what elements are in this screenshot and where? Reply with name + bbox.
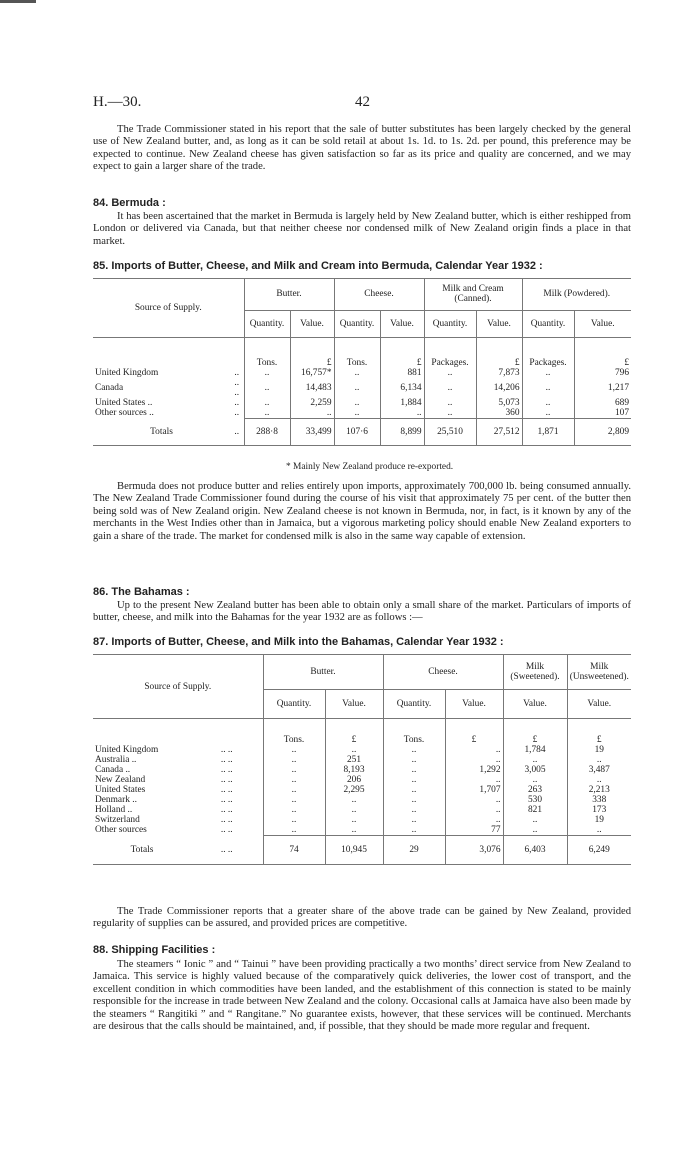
- total-cell: 3,076: [445, 836, 503, 865]
- table-cell: ..: [522, 368, 574, 378]
- unit-label: Tons.: [263, 719, 325, 746]
- total-cell: 8,899: [380, 419, 424, 446]
- row-source: New Zealand: [95, 775, 146, 785]
- table-cell: ..: [503, 825, 567, 836]
- table-cell: ..: [445, 775, 503, 785]
- table-cell: ..: [383, 805, 445, 815]
- column-header: Quantity.: [263, 690, 325, 719]
- table-cell: 2,259: [290, 398, 334, 408]
- table-cell: 1,217: [574, 378, 631, 398]
- section-heading-84: 84. Bermuda :: [93, 197, 166, 209]
- table-cell: ..: [383, 745, 445, 755]
- table-cell: 6,134: [380, 378, 424, 398]
- leader-dots: .. ..: [220, 825, 233, 836]
- table-cell: ..: [424, 378, 476, 398]
- column-group-header: Milk (Powdered).: [522, 279, 631, 311]
- paragraph-bermuda-market: It has been ascertained that the market in Bermuda is largely held by New Zealand butter, which is either reshipped from London or delivered via Canada, but that neither cheese nor condensed milk of New Zealand origin finds a place in that market.: [93, 211, 631, 247]
- section-heading-85: 85. Imports of Butter, Cheese, and Milk and Cream into Bermuda, Calendar Year 1932 :: [93, 260, 543, 272]
- column-header: Value.: [476, 310, 522, 337]
- unit-label: £: [503, 719, 567, 746]
- table-cell: 3,487: [567, 765, 631, 775]
- table-cell: ..: [567, 825, 631, 836]
- table-cell: 360: [476, 408, 522, 419]
- paragraph-bahamas-intro: Up to the present New Zealand butter has been able to obtain only a small share of the market. Particulars of imports of butter, cheese, and milk into the Bahamas for the year 1932 are as follows :—: [93, 600, 631, 624]
- leader-dots: .. ..: [220, 775, 233, 785]
- table-row: [93, 398, 631, 408]
- leader-dots: .. ..: [220, 765, 233, 775]
- total-cell: 2,809: [574, 419, 631, 446]
- table-cell: 796: [574, 368, 631, 378]
- table-cell: 107: [574, 408, 631, 419]
- table-cell: ..: [503, 815, 567, 825]
- unit-label: Packages.: [424, 338, 476, 369]
- column-header: Value.: [290, 310, 334, 337]
- table-cell: ..: [445, 805, 503, 815]
- table-cell: 1,784: [503, 745, 567, 755]
- table-row: [93, 805, 631, 815]
- table-cell: ..: [263, 785, 325, 795]
- column-header: Value.: [445, 690, 503, 719]
- units-row: [93, 719, 631, 746]
- table-cell: 2,213: [567, 785, 631, 795]
- table-cell: ..: [383, 795, 445, 805]
- table-row: [93, 765, 631, 775]
- table-cell: ..: [263, 825, 325, 836]
- table-cell: 77: [445, 825, 503, 836]
- table-cell: ..: [383, 755, 445, 765]
- table-row: [93, 378, 631, 398]
- table-cell: 1,292: [445, 765, 503, 775]
- row-source: Other sources ..: [95, 408, 154, 419]
- column-header: Quantity.: [334, 310, 380, 337]
- table-cell: ..: [263, 815, 325, 825]
- row-source: Denmark ..: [95, 795, 137, 805]
- bermuda-imports-table: [93, 278, 631, 446]
- row-source: Canada ..: [95, 765, 131, 775]
- column-header: Value.: [380, 310, 424, 337]
- totals-row: [93, 419, 631, 446]
- column-group-header: Milk (Unsweetened).: [567, 655, 631, 690]
- table-cell: ..: [424, 368, 476, 378]
- row-source: United States: [95, 785, 146, 795]
- table-cell: ..: [263, 795, 325, 805]
- table-cell: ..: [334, 398, 380, 408]
- total-cell: 25,510: [424, 419, 476, 446]
- leader-dots: ..: [234, 426, 240, 437]
- table-cell: 173: [567, 805, 631, 815]
- total-cell: 74: [263, 836, 325, 865]
- table-row: [93, 795, 631, 805]
- table-cell: 338: [567, 795, 631, 805]
- table-cell: ..: [445, 815, 503, 825]
- table-row: [93, 815, 631, 825]
- table-cell: ..: [380, 408, 424, 419]
- table-cell: ..: [325, 745, 383, 755]
- table-cell: ..: [263, 755, 325, 765]
- total-cell: 10,945: [325, 836, 383, 865]
- table-cell: 1,884: [380, 398, 424, 408]
- table-cell: ..: [244, 398, 290, 408]
- unit-label: £: [380, 338, 424, 369]
- table-row: [93, 785, 631, 795]
- column-header: Quantity.: [424, 310, 476, 337]
- column-group-header: Cheese.: [383, 655, 503, 690]
- bahamas-imports-table: [93, 654, 631, 865]
- section-heading-87: 87. Imports of Butter, Cheese, and Milk into the Bahamas, Calendar Year 1932 :: [93, 636, 504, 648]
- table-cell: 16,757*: [290, 368, 334, 378]
- table-cell: ..: [445, 755, 503, 765]
- source-column-header: Source of Supply.: [93, 655, 263, 719]
- table-cell: 19: [567, 745, 631, 755]
- row-source: Holland ..: [95, 805, 133, 815]
- unit-label: £: [476, 338, 522, 369]
- table-cell: ..: [325, 825, 383, 836]
- table-cell: ..: [424, 398, 476, 408]
- totals-row: [93, 836, 631, 865]
- source-column-header: Source of Supply.: [93, 279, 244, 338]
- table-cell: 3,005: [503, 765, 567, 775]
- leader-dots: .. ..: [234, 378, 240, 398]
- table-cell: ..: [263, 765, 325, 775]
- table-cell: ..: [290, 408, 334, 419]
- table-cell: ..: [445, 795, 503, 805]
- unit-label: Tons.: [334, 338, 380, 369]
- leader-dots: .. ..: [220, 785, 233, 795]
- paragraph-bermuda-butter: Bermuda does not produce butter and relies entirely upon imports, approximately 700,000 lb. being consumed annually. The New Zealand Trade Commissioner found during the course of his visit that approximately 75 per cent. of the butter then being sold was of New Zealand origin. New Zealand cheese is not known in Bermuda, nor, in fact, is it known by any of the merchants in the West Indies other than in Jamaica, but a vigorous marketing policy should enable New Zealand exporters to gain a share of the trade. The market for condensed milk is also in the same way capable of extension.: [93, 481, 631, 542]
- table-cell: 206: [325, 775, 383, 785]
- table-cell: 881: [380, 368, 424, 378]
- table-cell: ..: [263, 745, 325, 755]
- table-cell: 821: [503, 805, 567, 815]
- total-cell: 6,403: [503, 836, 567, 865]
- unit-label: £: [574, 338, 631, 369]
- total-cell: 29: [383, 836, 445, 865]
- row-source: United Kingdom: [95, 368, 159, 378]
- table-cell: ..: [263, 805, 325, 815]
- total-cell: 33,499: [290, 419, 334, 446]
- table-cell: ..: [334, 368, 380, 378]
- column-group-header: Butter.: [244, 279, 334, 311]
- table-cell: 14,206: [476, 378, 522, 398]
- table-cell: ..: [567, 775, 631, 785]
- unit-label: £: [325, 719, 383, 746]
- section-heading-86: 86. The Bahamas :: [93, 586, 190, 598]
- column-header: Value.: [325, 690, 383, 719]
- total-cell: 288·8: [244, 419, 290, 446]
- table-header-row: [93, 655, 631, 690]
- table-cell: ..: [445, 745, 503, 755]
- column-header: Quantity.: [383, 690, 445, 719]
- table-cell: 251: [325, 755, 383, 765]
- table-cell: 14,483: [290, 378, 334, 398]
- table-cell: ..: [503, 755, 567, 765]
- leader-dots: ..: [234, 408, 240, 419]
- unit-label: Tons.: [383, 719, 445, 746]
- column-header: Quantity.: [244, 310, 290, 337]
- leader-dots: .. ..: [220, 795, 233, 805]
- table-row: [93, 745, 631, 755]
- table-cell: ..: [244, 408, 290, 419]
- column-header: Quantity.: [522, 310, 574, 337]
- document-reference: H.—30.: [93, 94, 142, 110]
- unit-label: £: [445, 719, 503, 746]
- paragraph-butter-substitutes: The Trade Commissioner stated in his report that the sale of butter substitutes has been largely checked by the general use of New Zealand butter, and, as long as it can be sold retail at about 1s. 1d. to 1s. 2d. per pound, this preference may be expected to continue. New Zealand cheese has given satisfaction so far as its price and quality are concerned, and we may expect to gain a larger share of the trade.: [93, 124, 631, 173]
- table-cell: ..: [325, 795, 383, 805]
- column-group-header: Milk (Sweetened).: [503, 655, 567, 690]
- table-header-row: [93, 279, 631, 311]
- unit-label: £: [290, 338, 334, 369]
- column-group-header: Milk and Cream (Canned).: [424, 279, 522, 311]
- table-cell: ..: [383, 815, 445, 825]
- table-row: [93, 825, 631, 836]
- leader-dots: .. ..: [220, 815, 233, 825]
- paragraph-shipping-facilities: The steamers “ Ionic ” and “ Tainui ” have been providing practically a two months’ direct service from New Zealand to Jamaica. This service is highly valued because of the comparatively quick deliveries, the lower cost of transport, and the excellent condition in which commodities have been landed, and the establishment of this connection is stated to be mainly responsible for the increase in trade between New Zealand and the colony. Occasional calls at Jamaica have also been made by the steamers “ Rangitiki ” and “ Rangitane.” No guarantee exists, however, that these services will be continued. Merchants are desirous that the calls should be maintained, and, if possible, that they should be made more regular and frequent.: [93, 959, 631, 1033]
- column-group-header: Butter.: [263, 655, 383, 690]
- row-source: United States ..: [95, 398, 153, 408]
- table-cell: ..: [522, 398, 574, 408]
- table-cell: ..: [383, 825, 445, 836]
- total-cell: 27,512: [476, 419, 522, 446]
- column-header: Value.: [567, 690, 631, 719]
- units-row: [93, 338, 631, 369]
- row-source: United Kingdom: [95, 745, 159, 755]
- section-heading-88: 88. Shipping Facilities :: [93, 944, 216, 956]
- total-cell: 1,871: [522, 419, 574, 446]
- table-cell: ..: [244, 378, 290, 398]
- leader-dots: ..: [234, 368, 240, 378]
- table-cell: 19: [567, 815, 631, 825]
- table-cell: 5,073: [476, 398, 522, 408]
- table-cell: ..: [522, 378, 574, 398]
- column-group-header: Cheese.: [334, 279, 424, 311]
- table-row: [93, 755, 631, 765]
- table-row: [93, 368, 631, 378]
- totals-label: Totals: [150, 426, 173, 437]
- table-cell: 8,193: [325, 765, 383, 775]
- leader-dots: .. ..: [220, 844, 233, 855]
- leader-dots: .. ..: [220, 745, 233, 755]
- table-cell: ..: [567, 755, 631, 765]
- leader-dots: .. ..: [220, 805, 233, 815]
- row-source: Switzerland: [95, 815, 140, 825]
- table-cell: ..: [383, 765, 445, 775]
- table-cell: 263: [503, 785, 567, 795]
- column-header: Value.: [503, 690, 567, 719]
- table-cell: 7,873: [476, 368, 522, 378]
- column-header: Value.: [574, 310, 631, 337]
- page-number: 42: [355, 94, 370, 110]
- table-cell: 1,707: [445, 785, 503, 795]
- table-cell: ..: [244, 368, 290, 378]
- table-cell: 2,295: [325, 785, 383, 795]
- totals-label: Totals: [130, 844, 154, 855]
- table-cell: ..: [383, 785, 445, 795]
- paragraph-bahamas-trade: The Trade Commissioner reports that a greater share of the above trade can be gained by New Zealand, provided regularity of supplies can be assured, and provided prices are competitive.: [93, 906, 631, 930]
- scan-edge-mark: [0, 0, 36, 3]
- table-cell: ..: [334, 378, 380, 398]
- table-cell: ..: [325, 815, 383, 825]
- unit-label: Tons.: [244, 338, 290, 369]
- table-row: [93, 775, 631, 785]
- unit-label: £: [567, 719, 631, 746]
- table-cell: ..: [503, 775, 567, 785]
- table-cell: ..: [334, 408, 380, 419]
- leader-dots: .. ..: [220, 755, 233, 765]
- row-source: Australia ..: [95, 755, 137, 765]
- table-footnote: * Mainly New Zealand produce re-exported.: [286, 462, 454, 472]
- table-cell: 689: [574, 398, 631, 408]
- table-cell: ..: [383, 775, 445, 785]
- total-cell: 6,249: [567, 836, 631, 865]
- table-cell: ..: [522, 408, 574, 419]
- table-cell: ..: [424, 408, 476, 419]
- table-cell: ..: [263, 775, 325, 785]
- unit-label: Packages.: [522, 338, 574, 369]
- table-cell: 530: [503, 795, 567, 805]
- leader-dots: ..: [234, 398, 240, 408]
- total-cell: 107·6: [334, 419, 380, 446]
- table-cell: ..: [325, 805, 383, 815]
- row-source: Other sources: [95, 825, 147, 836]
- row-source: Canada: [95, 383, 124, 393]
- table-row: [93, 408, 631, 419]
